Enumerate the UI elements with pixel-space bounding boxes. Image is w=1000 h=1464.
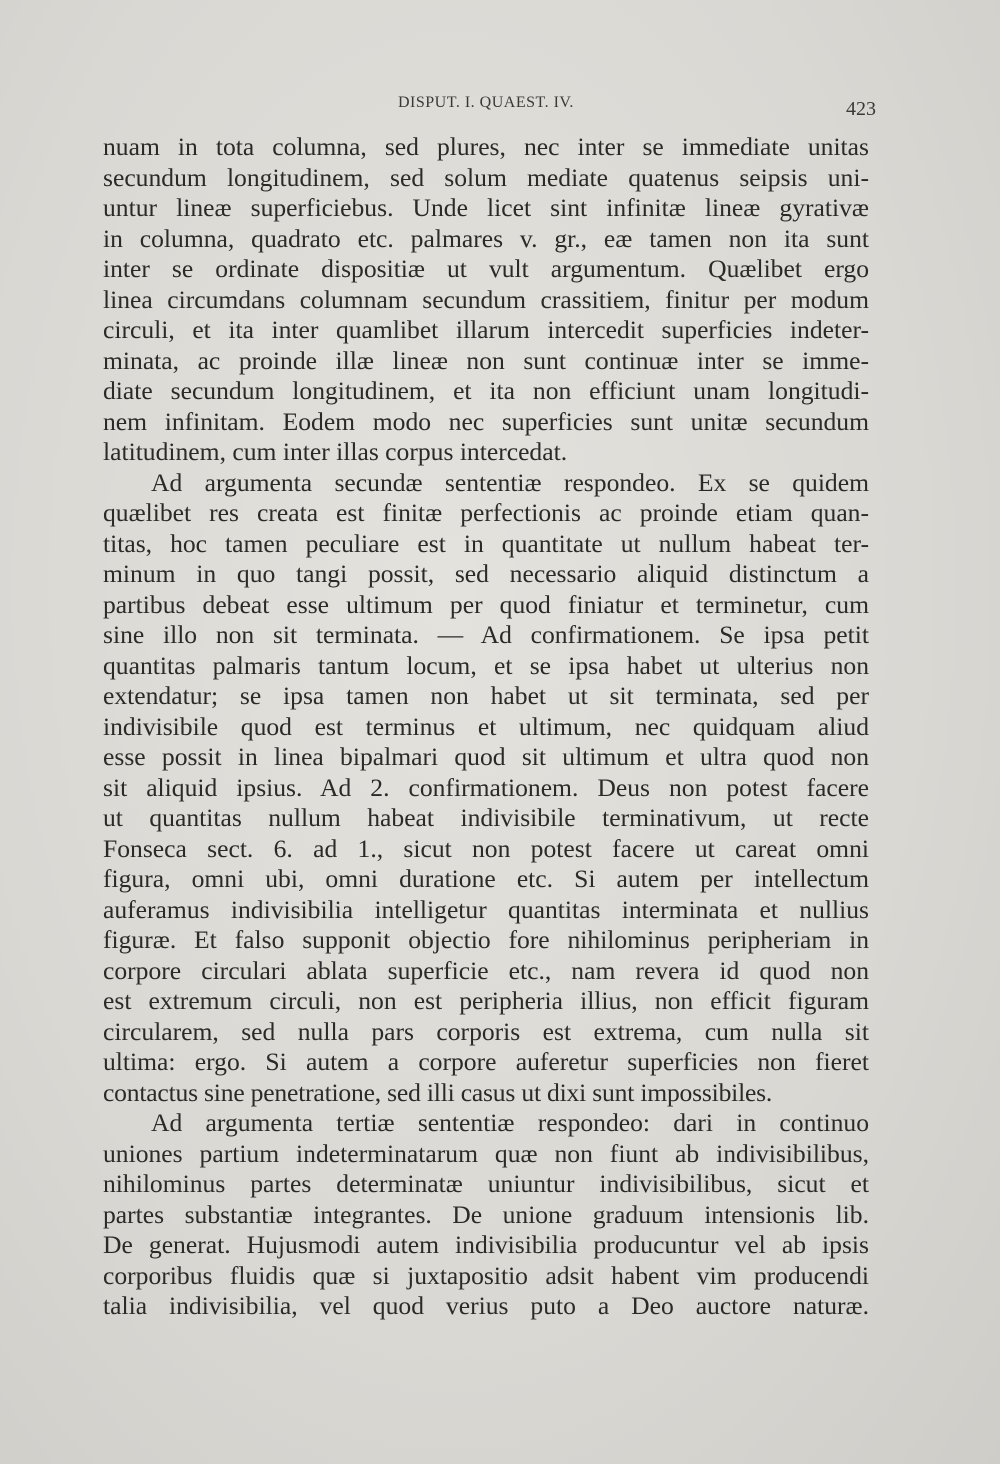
page-number: 423 xyxy=(846,98,876,120)
paragraph-start-line: Ad argumenta tertiæ sententiæ respondeo: dari in continuo xyxy=(151,1108,869,1137)
paragraph-start-line: Ad argumenta secundæ sententiæ respondeo. Ex se quidem xyxy=(151,467,869,497)
text-line: latitudinem, cum inter illas corpus intercedat. xyxy=(103,437,568,466)
text-line: nuam in tota columna, sed plures, nec inter se immediate unitas xyxy=(103,132,869,161)
text-line: extendatur; se ipsa tamen non habet ut sit terminata, sed per xyxy=(103,681,869,710)
text-line: titas, hoc tamen peculiare est in quantitate ut nullum habeat ter- xyxy=(103,528,869,558)
text-line: inter se ordinate dispositiæ ut vult argumentum. Quælibet ergo xyxy=(103,254,869,283)
text-line: auferamus indivisibilia intelligetur quantitas interminata et nullius xyxy=(103,894,869,924)
text-line: minata, ac proinde illæ lineæ non sunt continuæ inter se imme- xyxy=(103,345,869,375)
text-line: esse possit in linea bipalmari quod sit ultimum et ultra quod non xyxy=(103,742,869,771)
text-line: in columna, quadrato etc. palmares v. gr., eæ tamen non ita sunt xyxy=(103,223,869,253)
text-line: uniones partium indeterminatarum quæ non fiunt ab indivisibilibus, xyxy=(103,1138,869,1168)
running-head: DISPUT. I. QUAEST. IV. xyxy=(398,94,574,111)
text-line: quælibet res creata est finitæ perfectionis ac proinde etiam quan- xyxy=(103,498,869,527)
body-text xyxy=(103,132,869,1322)
text-line: est extremum circuli, non est peripheria illius, non efficit figuram xyxy=(103,986,869,1015)
text-line: untur lineæ superficiebus. Unde licet sint infinitæ lineæ gyrativæ xyxy=(103,193,869,222)
text-line: partes substantiæ integrantes. De unione graduum intensionis lib. xyxy=(103,1199,869,1229)
text-line: figura, omni ubi, omni duratione etc. Si autem per intellectum xyxy=(103,864,869,893)
text-line: ut quantitas nullum habeat indivisibile terminativum, ut recte xyxy=(103,803,869,832)
text-line: talia indivisibilia, vel quod verius puto a Deo auctore naturæ. xyxy=(103,1291,869,1320)
text-line: secundum longitudinem, sed solum mediate quatenus seipsis uni- xyxy=(103,162,869,192)
text-line: diate secundum longitudinem, et ita non efficiunt unam longitudi- xyxy=(103,376,869,405)
text-line: indivisibile quod est terminus et ultimum, nec quidquam aliud xyxy=(103,711,869,741)
text-line: corpore circulari ablata superficie etc., nam revera id quod non xyxy=(103,955,869,985)
text-line: quantitas palmaris tantum locum, et se ipsa habet ut ulterius non xyxy=(103,650,869,680)
text-line: nihilominus partes determinatæ uniuntur indivisibilibus, sicut et xyxy=(103,1169,869,1198)
text-line: minum in quo tangi possit, sed necessario aliquid distinctum a xyxy=(103,559,869,588)
text-line: De generat. Hujusmodi autem indivisibilia producuntur vel ab ipsis xyxy=(103,1230,869,1259)
text-line: figuræ. Et falso supponit objectio fore nihilominus peripheriam in xyxy=(103,925,869,954)
text-line: contactus sine penetratione, sed illi casus ut dixi sunt impossibiles. xyxy=(103,1077,773,1107)
text-line: sit aliquid ipsius. Ad 2. confirmationem. Deus non potest facere xyxy=(103,772,869,802)
text-line: nem infinitam. Eodem modo nec superficies sunt unitæ secundum xyxy=(103,406,869,436)
text-line: partibus debeat esse ultimum per quod finiatur et terminetur, cum xyxy=(103,589,869,619)
text-line: circuli, et ita inter quamlibet illarum intercedit superficies indeter- xyxy=(103,315,869,344)
text-line: sine illo non sit terminata. — Ad confirmationem. Se ipsa petit xyxy=(103,620,869,649)
text-line: Fonseca sect. 6. ad 1., sicut non potest facere ut careat omni xyxy=(103,833,869,863)
text-line: circularem, sed nulla pars corporis est extrema, cum nulla sit xyxy=(103,1016,869,1046)
text-line: ultima: ergo. Si autem a corpore auferetur superficies non fieret xyxy=(103,1047,869,1076)
text-line: corporibus fluidis quæ si juxtapositio adsit habent vim producendi xyxy=(103,1260,869,1290)
text-line: linea circumdans columnam secundum crassitiem, finitur per modum xyxy=(103,284,869,314)
page-header xyxy=(0,92,1000,122)
